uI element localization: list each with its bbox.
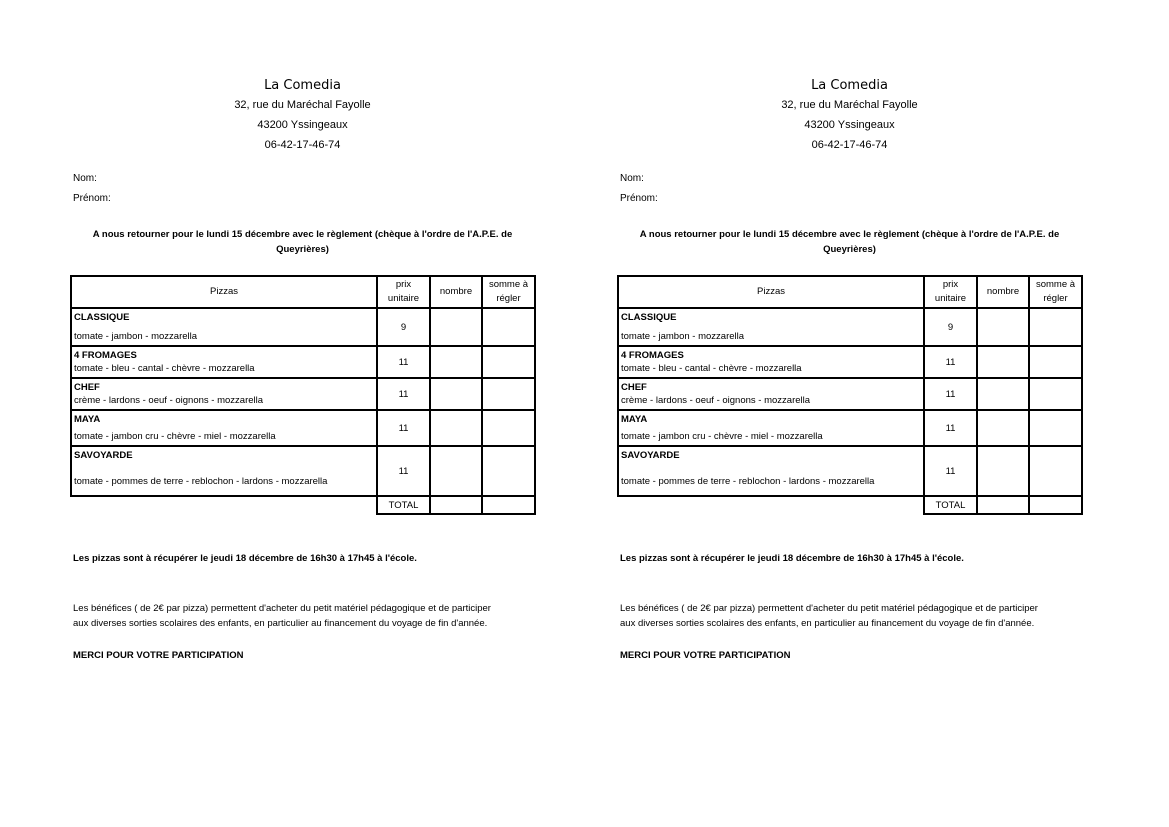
- quantity-cell[interactable]: [977, 346, 1029, 378]
- header-sum-line2: régler: [496, 293, 521, 304]
- total-sum-cell[interactable]: [1029, 496, 1082, 514]
- header-price: [377, 276, 430, 308]
- total-label: TOTAL: [377, 496, 430, 514]
- pizza-ingredients: tomate - pommes de terre - reblochon - lardons - mozzarella: [74, 476, 328, 487]
- pizza-ingredients: tomate - bleu - cantal - chèvre - mozzarella: [621, 363, 802, 374]
- quantity-cell[interactable]: [977, 410, 1029, 446]
- quantity-cell[interactable]: [977, 378, 1029, 410]
- nom-label: Nom:: [73, 173, 97, 184]
- pizza-cell: [71, 410, 377, 446]
- total-row: [618, 496, 1082, 514]
- sum-cell[interactable]: [482, 378, 535, 410]
- table-row: [618, 446, 1082, 496]
- pickup-info: Les pizzas sont à récupérer le jeudi 18 décembre de 16h30 à 17h45 à l'école.: [620, 553, 964, 564]
- pizza-ingredients: crème - lardons - oeuf - oignons - mozzarella: [74, 395, 264, 406]
- restaurant-address: 32, rue du Maréchal Fayolle: [234, 99, 371, 111]
- quantity-cell[interactable]: [977, 446, 1029, 496]
- table-row: [618, 346, 1082, 378]
- thank-you: MERCI POUR VOTRE PARTICIPATION: [620, 650, 791, 661]
- benefits-line-2: aux diverses sorties scolaires des enfants, en particulier au financement du voyage de fin d'année.: [620, 618, 1035, 629]
- order-table: [70, 275, 536, 515]
- pizza-cell: [71, 446, 377, 496]
- total-sum-cell[interactable]: [482, 496, 535, 514]
- sum-cell[interactable]: [1029, 308, 1082, 346]
- total-row: [71, 496, 535, 514]
- header-sum: [1029, 276, 1082, 308]
- pizza-ingredients: crème - lardons - oeuf - oignons - mozzarella: [621, 395, 811, 406]
- pizza-name: CHEF: [74, 382, 100, 393]
- return-notice: A nous retourner pour le lundi 15 décembre avec le règlement (chèque à l'ordre de l'A.P.E. de Queyrières): [92, 229, 513, 255]
- sum-cell[interactable]: [482, 410, 535, 446]
- pizza-cell: [618, 346, 924, 378]
- pickup-info: Les pizzas sont à récupérer le jeudi 18 décembre de 16h30 à 17h45 à l'école.: [73, 553, 417, 564]
- order-table: [617, 275, 1083, 515]
- header-sum: [482, 276, 535, 308]
- quantity-cell[interactable]: [430, 410, 482, 446]
- header-sum-line2: régler: [1043, 293, 1068, 304]
- total-quantity-cell[interactable]: [430, 496, 482, 514]
- pizza-ingredients: tomate - jambon cru - chèvre - miel - mozzarella: [74, 431, 276, 442]
- price-cell: 11: [924, 446, 977, 496]
- pizza-ingredients: tomate - bleu - cantal - chèvre - mozzarella: [74, 363, 255, 374]
- return-notice: A nous retourner pour le lundi 15 décembre avec le règlement (chèque à l'ordre de l'A.P.E. de Queyrières): [639, 229, 1060, 255]
- header-pizzas: Pizzas: [618, 276, 924, 308]
- pizza-cell: [618, 410, 924, 446]
- table-row: [71, 308, 535, 346]
- total-label: TOTAL: [924, 496, 977, 514]
- sum-cell[interactable]: [1029, 378, 1082, 410]
- price-cell: 11: [924, 378, 977, 410]
- table-header-row: [71, 276, 535, 308]
- sum-cell[interactable]: [1029, 410, 1082, 446]
- benefits-info: [73, 601, 543, 631]
- pizza-name: CLASSIQUE: [621, 312, 677, 323]
- price-cell: 9: [377, 308, 430, 346]
- thank-you: MERCI POUR VOTRE PARTICIPATION: [73, 650, 244, 661]
- header-price: [924, 276, 977, 308]
- quantity-cell[interactable]: [977, 308, 1029, 346]
- table-row: [618, 378, 1082, 410]
- pizza-name: CLASSIQUE: [74, 312, 130, 323]
- table-row: [71, 378, 535, 410]
- total-spacer: [71, 496, 377, 514]
- restaurant-city: 43200 Yssingeaux: [257, 119, 348, 131]
- prenom-label: Prénom:: [620, 193, 658, 204]
- restaurant-name: La Comedia: [811, 78, 888, 93]
- pizza-name: SAVOYARDE: [621, 450, 680, 461]
- quantity-cell[interactable]: [430, 346, 482, 378]
- header-pizzas: Pizzas: [71, 276, 377, 308]
- table-row: [71, 410, 535, 446]
- benefits-line-1: Les bénéfices ( de 2€ par pizza) permettent d'acheter du petit matériel pédagogique et de participer: [620, 603, 1038, 614]
- pizza-cell: [618, 446, 924, 496]
- header-sum-line1: somme à: [488, 279, 529, 290]
- pizza-name: 4 FROMAGES: [621, 350, 684, 361]
- sum-cell[interactable]: [482, 346, 535, 378]
- pizza-ingredients: tomate - pommes de terre - reblochon - lardons - mozzarella: [621, 476, 875, 487]
- pizza-name: 4 FROMAGES: [74, 350, 137, 361]
- restaurant-address: 32, rue du Maréchal Fayolle: [781, 99, 918, 111]
- header-price-line1: prix: [942, 279, 959, 290]
- restaurant-phone: 06-42-17-46-74: [811, 139, 888, 151]
- price-cell: 11: [377, 378, 430, 410]
- restaurant-phone: 06-42-17-46-74: [264, 139, 341, 151]
- pizza-name: CHEF: [621, 382, 647, 393]
- pizza-cell: [618, 378, 924, 410]
- sum-cell[interactable]: [482, 446, 535, 496]
- table-row: [71, 446, 535, 496]
- pizza-cell: [618, 308, 924, 346]
- total-quantity-cell[interactable]: [977, 496, 1029, 514]
- pizza-cell: [71, 346, 377, 378]
- pizza-cell: [71, 378, 377, 410]
- quantity-cell[interactable]: [430, 446, 482, 496]
- sum-cell[interactable]: [1029, 446, 1082, 496]
- quantity-cell[interactable]: [430, 378, 482, 410]
- pizza-cell: [71, 308, 377, 346]
- header-sum-line1: somme à: [1035, 279, 1076, 290]
- pizza-ingredients: tomate - jambon - mozzarella: [74, 331, 198, 342]
- price-cell: 11: [377, 446, 430, 496]
- benefits-line-1: Les bénéfices ( de 2€ par pizza) permettent d'acheter du petit matériel pédagogique et de participer: [73, 603, 491, 614]
- restaurant-name: La Comedia: [264, 78, 341, 93]
- table-row: [71, 346, 535, 378]
- header-price-line2: unitaire: [934, 293, 967, 304]
- pizza-name: SAVOYARDE: [74, 450, 133, 461]
- price-cell: 11: [377, 346, 430, 378]
- quantity-cell[interactable]: [430, 308, 482, 346]
- nom-label: Nom:: [620, 173, 644, 184]
- header-quantity: nombre: [430, 276, 482, 308]
- table-row: [618, 410, 1082, 446]
- pizza-ingredients: tomate - jambon - mozzarella: [621, 331, 745, 342]
- table-header-row: [618, 276, 1082, 308]
- price-cell: 11: [924, 410, 977, 446]
- table-row: [618, 308, 1082, 346]
- price-cell: 11: [377, 410, 430, 446]
- total-spacer: [618, 496, 924, 514]
- sum-cell[interactable]: [1029, 346, 1082, 378]
- header-price-line1: prix: [395, 279, 412, 290]
- pizza-name: MAYA: [74, 414, 101, 425]
- benefits-line-2: aux diverses sorties scolaires des enfants, en particulier au financement du voyage de fin d'année.: [73, 618, 488, 629]
- pizza-ingredients: tomate - jambon cru - chèvre - miel - mozzarella: [621, 431, 823, 442]
- restaurant-city: 43200 Yssingeaux: [804, 119, 895, 131]
- prenom-label: Prénom:: [73, 193, 111, 204]
- header-quantity: nombre: [977, 276, 1029, 308]
- sum-cell[interactable]: [482, 308, 535, 346]
- price-cell: 9: [924, 308, 977, 346]
- benefits-info: [620, 601, 1090, 631]
- price-cell: 11: [924, 346, 977, 378]
- header-price-line2: unitaire: [387, 293, 420, 304]
- pizza-name: MAYA: [621, 414, 648, 425]
